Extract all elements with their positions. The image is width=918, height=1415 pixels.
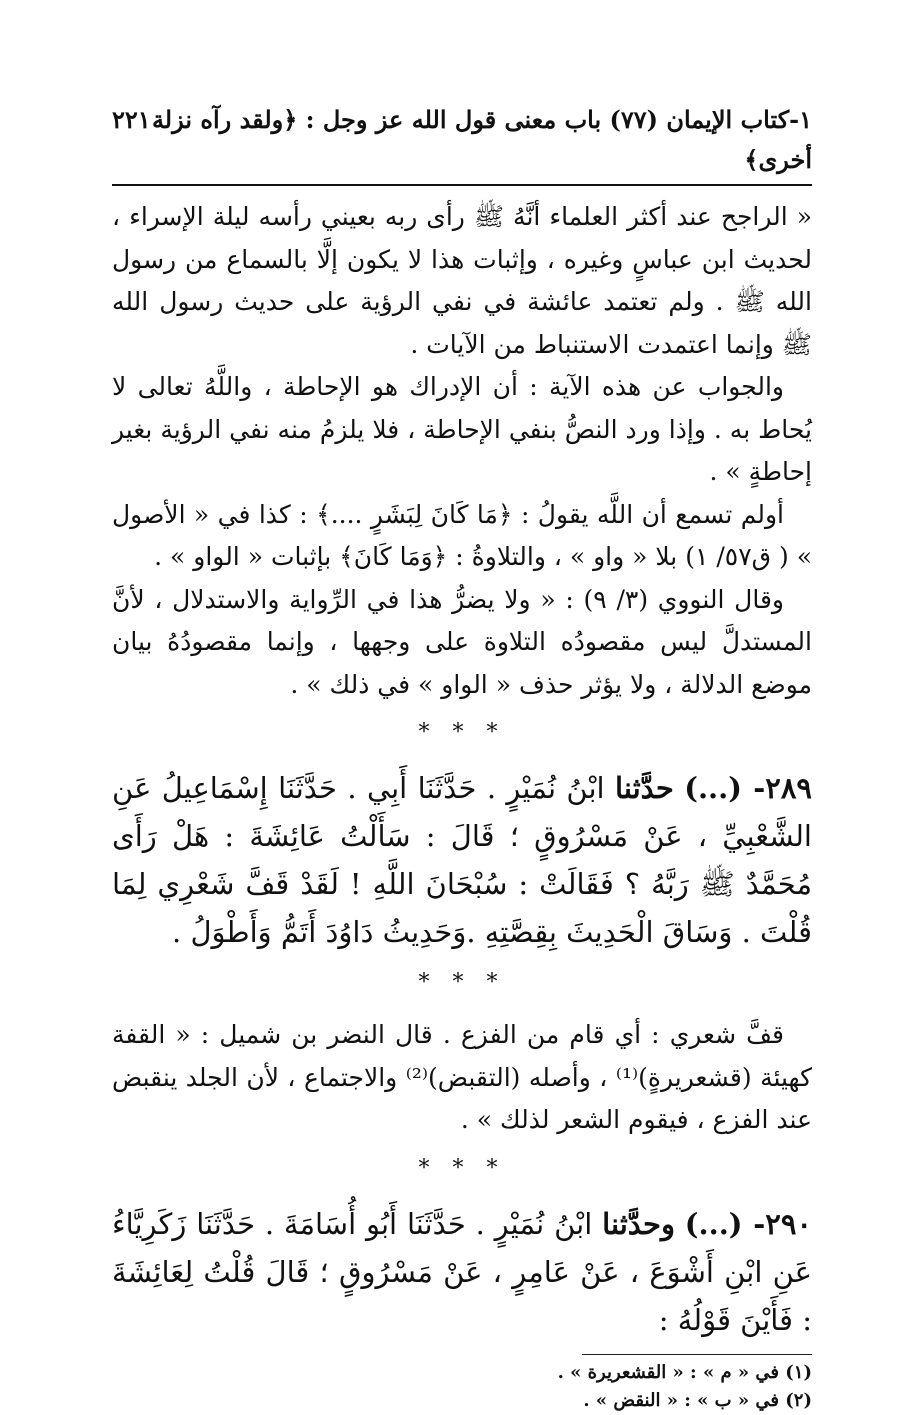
page-number: ٢٢١	[112, 105, 151, 134]
book-page	[112, 100, 812, 1415]
hadith-lead: وحدَّثنا	[602, 1206, 675, 1241]
section-separator: * * *	[418, 720, 506, 745]
hadith-number: ٢٩٠- (...)	[684, 1206, 813, 1241]
hadith-text: ابْنُ نُمَيْرٍ . حَدَّثَنَا أَبُو أُسَامَةَ . حَدَّثَنَا زَكَرِيَّاءُ عَنِ ابْنِ أَشْوَعَ ، عَنْ عَامِرٍ ، عَنْ مَسْرُوقٍ ؛ قَالَ قُلْتُ لِعَائِشَةَ : فَأَيْنَ قَوْلُهُ :	[112, 1206, 812, 1337]
hadith-289	[112, 764, 812, 956]
commentary-paragraph: والجواب عن هذه الآية : أن الإدراك هو الإحاطة ، واللَّهُ تعالى لا يُحاط به . وإذا ورد النصُّ بنفي الإحاطة ، فلا يلزمُ منه نفي الرؤية بغير إحاطةٍ » .	[112, 372, 812, 486]
footnote-1: (١) في « م » : « القشعريرة » .	[557, 1361, 812, 1383]
hadith-lead: حدَّثنا	[615, 771, 674, 805]
commentary-paragraph: وقال النووي (٣/ ٩) : « ولا يضرُّ هذا في الرِّواية والاستدلال ، لأنَّ المستدلَّ ليس مقصودُه التلاوة على وجهها ، وإنما مقصودُهُ بيان موضع الدلالة ، ولا يؤثر حذف « الواو » في ذلك » .	[112, 584, 812, 699]
commentary-paragraph: « الراجح عند أكثر العلماء أنَّهُ ﷺ رأى ربه بعيني رأسه ليلة الإسراء ، لحديث ابن عباسٍ وغيره ، وإثبات هذا لا يكون إلَّا بالسماع من رسول الله ﷺ . ولم تعتمد عائشة في نفي الرؤية على حديث رسول الله ﷺ وإنما اعتمدت الاستنباط من الآيات .	[112, 202, 812, 359]
commentary-paragraph: قفَّ شعري : أي قام من الفزع . قال النضر بن شميل : « القفة كهيئة (قشعريرةٍ)⁽¹⁾ ، وأصله (التقبض)⁽²⁾ والاجتماع ، لأن الجلد ينقبض عند الفزع ، فيقوم الشعر لذلك » .	[112, 1020, 812, 1134]
commentary-paragraph: أولم تسمع أن اللَّه يقولُ : ﴿مَا كَانَ لِبَشَرٍ ....﴾ : كذا في « الأصول » ( ق٥٧/ ١) بلا « واو » ، والتلاوةُ : ﴿وَمَا كَانَ﴾ بإثبات « الواو » .	[112, 499, 812, 571]
running-header	[112, 100, 812, 186]
footnote-2: (٢) في « ب » : « النقض » .	[583, 1389, 812, 1411]
section-separator: * * *	[418, 1155, 506, 1181]
hadith-290	[112, 1200, 812, 1344]
footnotes	[557, 1354, 812, 1415]
header-title: ١-كتاب الإيمان (٧٧) باب معنى قول الله عز وجل : ﴿ولقد رآه نزلة أخرى﴾	[151, 105, 812, 174]
section-separator: * * *	[418, 970, 506, 995]
hadith-text: ابْنُ نُمَيْرٍ . حَدَّثَنَا أَبِي . حَدَّثَنَا إِسْمَاعِيلُ عَنِ الشَّعْبِيِّ ، عَنْ مَسْرُوقٍ ؛ قَالَ : سَأَلْتُ عَائِشَةَ : هَلْ رَأَى مُحَمَّدٌ ﷺ رَبَّهُ ؟ فَقَالَتْ : سُبْحَانَ اللَّهِ ! لَقَدْ قَفَّ شَعْرِي لِمَا قُلْتَ . وَسَاقَ الْحَدِيثَ بِقِصَّتِهِ .وَحَدِيثُ دَاوُدَ أَتَمُّ وَأَطْوَلُ .	[112, 771, 812, 949]
hadith-number: ٢٨٩- (...)	[684, 771, 812, 805]
